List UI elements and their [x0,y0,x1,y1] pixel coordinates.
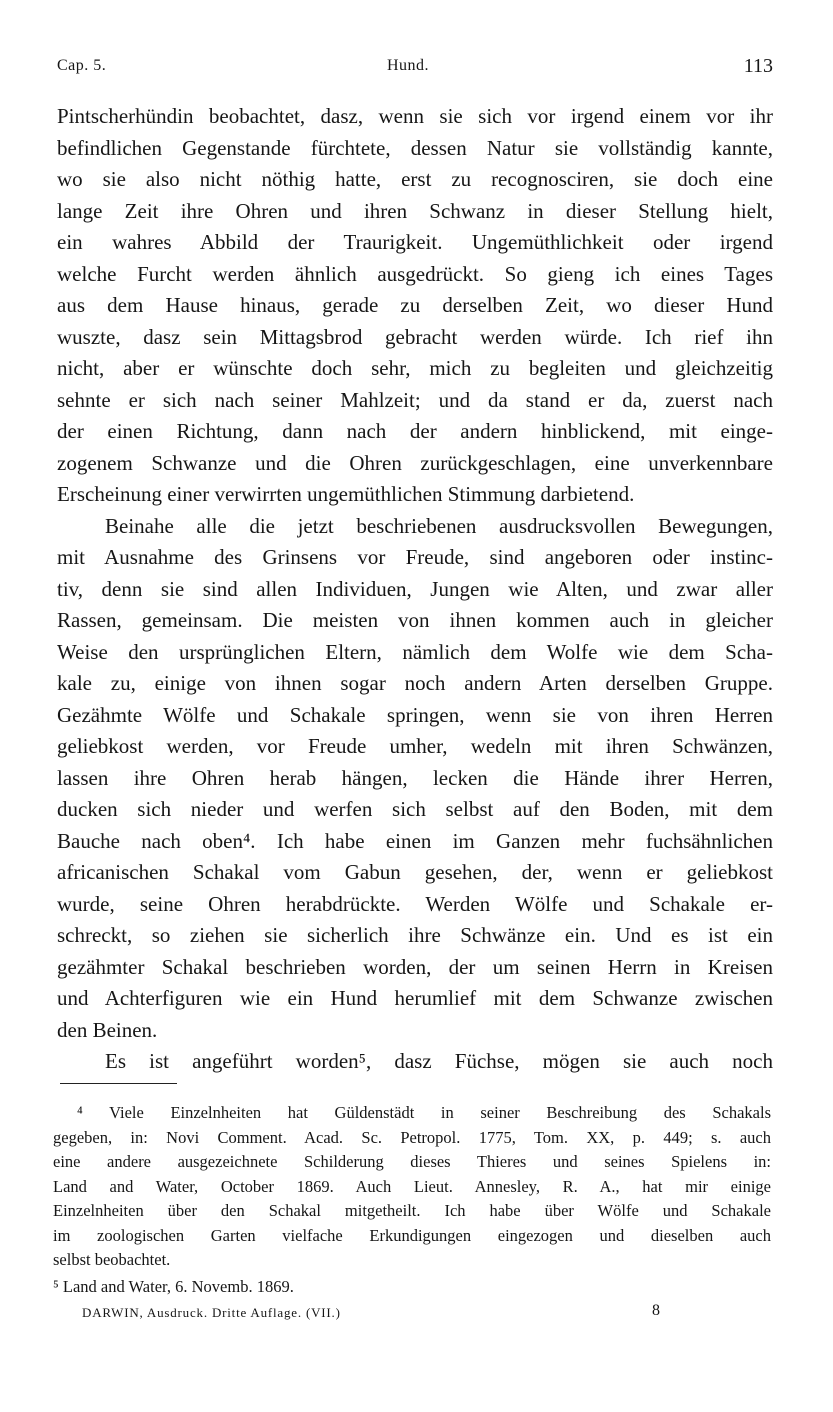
signature-text: DARWIN, Ausdruck. Dritte Auflage. (VII.) [82,1305,341,1320]
body-line: kale zu, einige von ihnen sogar noch andern Arten derselben Gruppe. [57,671,773,695]
footnote-line: ⁴ Viele Einzelnheiten hat Güldenstädt in seiner Beschreibung des Schakals [77,1103,771,1122]
body-line: lassen ihre Ohren herab hängen, lecken die Hände ihrer Herren, [57,765,773,790]
sheet-number: 8 [652,1302,660,1319]
body-line: Pintscherhündin beobachtet, dasz, wenn sie sich vor irgend einem vor ihr [57,104,773,128]
footnotes [53,1101,771,1299]
footnote-line: Einzelnheiten über den Schakal mitgetheilt. Ich habe über Wölfe und Schakale [53,1201,771,1220]
body-line: Gezähmte Wölfe und Schakale springen, wenn sie von ihren Herren [57,702,773,727]
body-line: befindlichen Gegenstande fürchtete, dessen Natur sie vollständig kannte, [57,135,773,160]
body-line: welche Furcht werden ähnlich ausgedrückt. So gieng ich eines Tages [57,261,773,286]
printer-signature [82,1302,682,1327]
body-line: zogenem Schwanze und die Ohren zurückgeschlagen, eine unverkennbare [57,450,773,475]
chapter-label: Cap. 5. [57,57,107,74]
body-line: Es ist angeführt worden⁵, dasz Füchse, mögen sie auch noch [105,1049,773,1073]
body-line: Rassen, gemeinsam. Die meisten von ihnen kommen auch in gleicher [57,608,773,632]
body-text [57,101,773,1078]
footnote-divider [60,1083,177,1084]
body-line: den Beinen. [57,1017,158,1042]
body-line: geliebkost werden, vor Freude umher, wedeln mit ihren Schwänzen, [57,734,773,758]
footnote-line: im zoologischen Garten vielfache Erkundigungen eingezogen und dieselben auch [53,1225,771,1245]
body-line: schreckt, so ziehen sie sicherlich ihre Schwänze ein. Und es ist ein [57,923,773,947]
running-head [57,55,773,85]
body-line: ducken sich nieder und werfen sich selbst auf den Boden, mit dem [57,797,773,821]
body-line: und Achterfiguren wie ein Hund herumlief mit dem Schwanze zwischen [57,986,773,1010]
running-title: Hund. [387,57,430,74]
body-line: sehnte er sich nach seiner Mahlzeit; und da stand er da, zuerst nach [57,387,773,412]
body-line: Weise den ursprünglichen Eltern, nämlich dem Wolfe wie dem Scha- [57,639,773,664]
body-line: Erscheinung einer verwirrten ungemüthlichen Stimmung darbietend. [57,482,635,506]
body-line: Bauche nach oben⁴. Ich habe einen im Ganzen mehr fuchsähnlichen [57,828,773,853]
footnote-line: gegeben, in: Novi Comment. Acad. Sc. Petropol. 1775, Tom. XX, p. 449; s. auch [53,1127,771,1147]
footnote-line: selbst beobachtet. [53,1250,171,1269]
body-line: tiv, denn sie sind allen Individuen, Jungen wie Alten, und zwar aller [57,576,773,601]
footnote-line: Land and Water, October 1869. Auch Lieut. Annesley, R. A., hat mir einige [53,1176,771,1196]
footnote-line: eine andere ausgezeichnete Schilderung dieses Thieres und seines Spielens in: [53,1152,771,1171]
body-line: wo sie also nicht nöthig hatte, erst zu recognosciren, sie doch eine [57,167,773,191]
body-line: lange Zeit ihre Ohren und ihren Schwanz in dieser Stellung hielt, [57,198,773,223]
body-line: africanischen Schakal vom Gabun gesehen, der, wenn er geliebkost [57,860,773,884]
body-line: wuszte, dasz sein Mittagsbrod gebracht werden würde. Ich rief ihn [57,324,773,349]
body-line: ein wahres Abbild der Traurigkeit. Ungemüthlichkeit oder irgend [57,230,773,254]
body-line: der einen Richtung, dann nach der andern hinblickend, mit einge- [57,419,773,443]
body-line: mit Ausnahme des Grinsens vor Freude, sind angeboren oder instinc- [57,545,773,569]
body-line: wurde, seine Ohren herabdrückte. Werden Wölfe und Schakale er- [57,891,773,916]
body-line: Beinahe alle die jetzt beschriebenen ausdrucksvollen Bewegungen, [105,513,773,538]
body-line: aus dem Hause hinaus, gerade zu derselben Zeit, wo dieser Hund [57,293,773,317]
body-line: gezähmter Schakal beschrieben worden, der um seinen Herrn in Kreisen [57,954,773,979]
footnote-line: ⁵ Land and Water, 6. Novemb. 1869. [53,1276,294,1296]
page-number: 113 [743,55,773,77]
body-line: nicht, aber er wünschte doch sehr, mich zu begleiten und gleichzeitig [57,356,773,380]
